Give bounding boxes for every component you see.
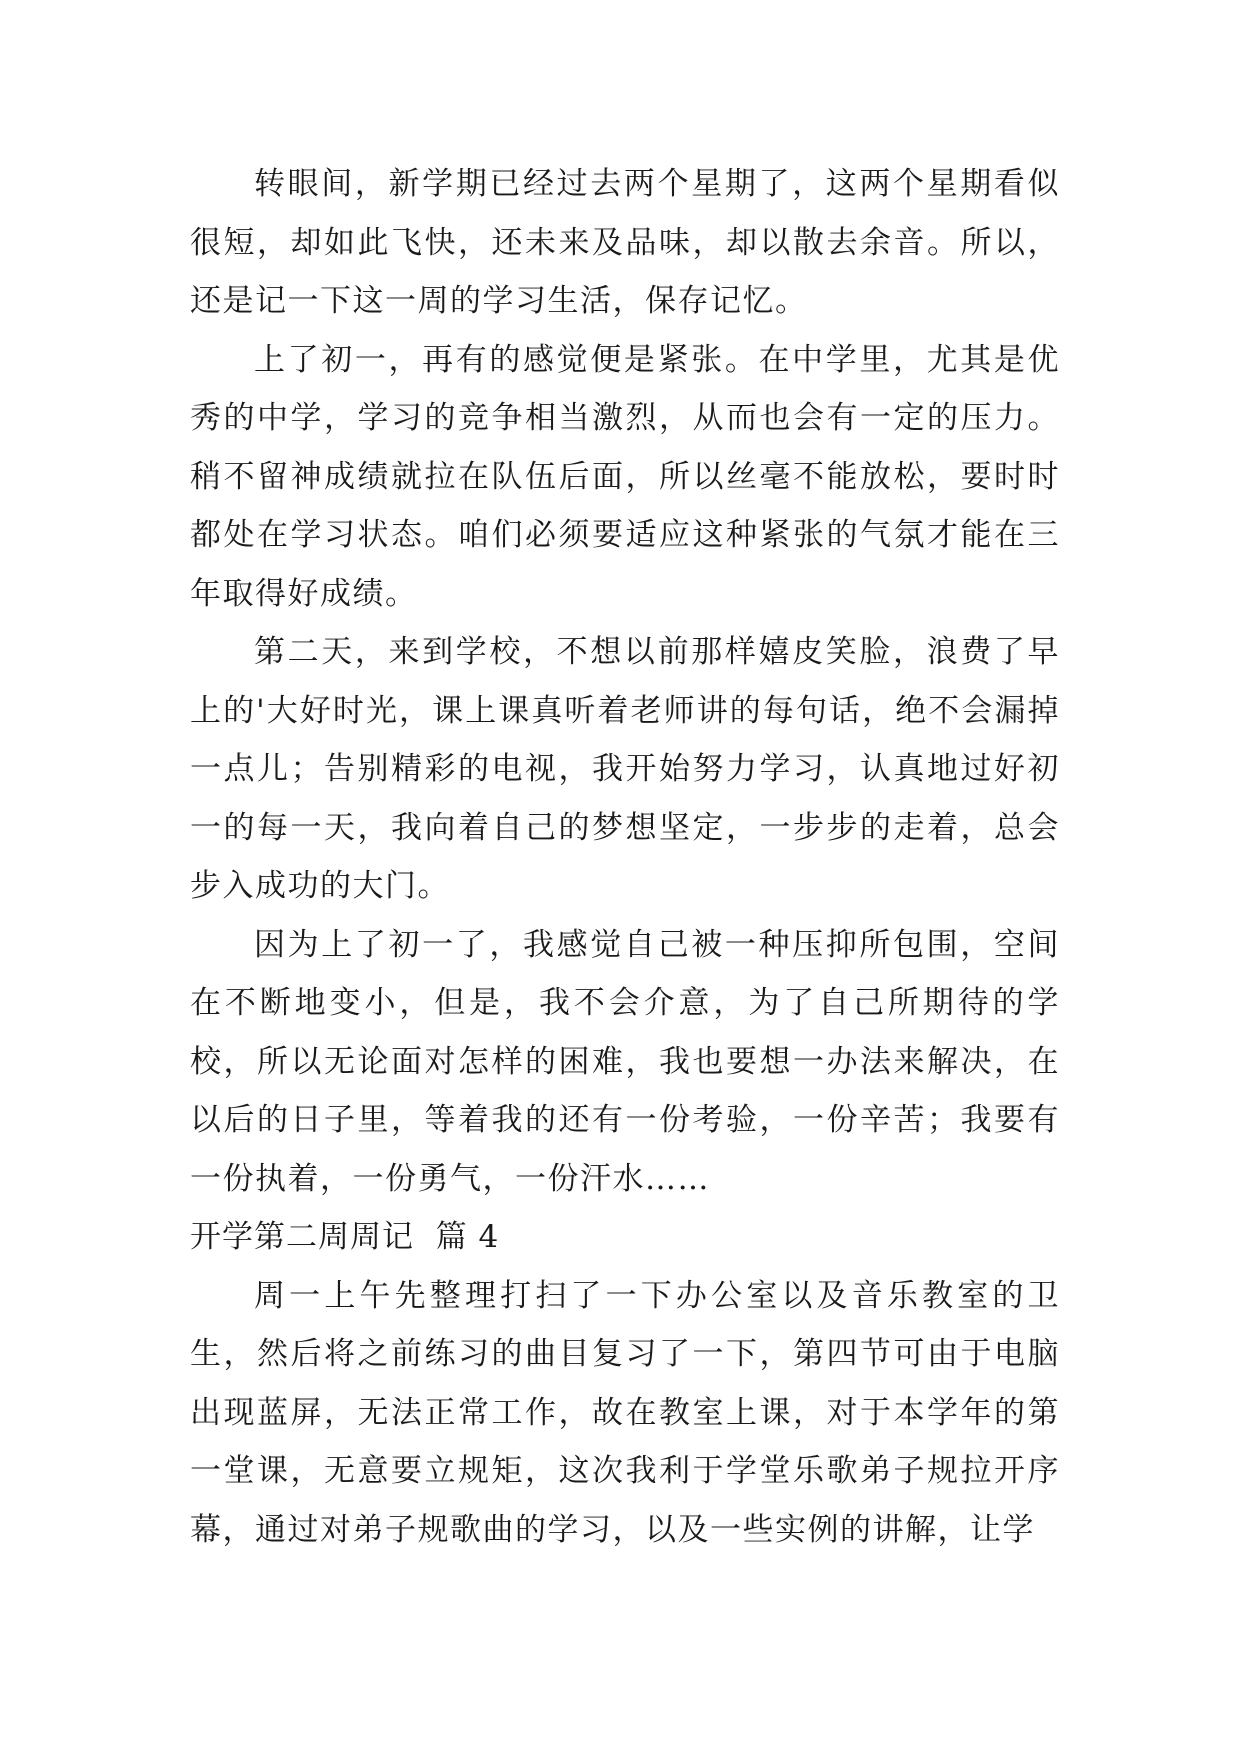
document-page	[190, 155, 1060, 1559]
paragraph: 上了初一，再有的感觉便是紧张。在中学里，尤其是优秀的中学，学习的竞争相当激烈，从而也会有一定的压力。稍不留神成绩就拉在队伍后面，所以丝毫不能放松，要时时都处在学习状态。咱们必须要适应这种紧张的气氛才能在三年取得好成绩。	[190, 341, 1060, 612]
paragraph: 周一上午先整理打扫了一下办公室以及音乐教室的卫生，然后将之前练习的曲目复习了一下，第四节可由于电脑出现蓝屏，无法正常工作，故在教室上课，对于本学年的第一堂课，无意要立规矩，这次我利于学堂乐歌弟子规拉开序幕，通过对弟子规歌曲的学习，以及一些实例的讲解，让学	[190, 1277, 1060, 1548]
paragraph: 转眼间，新学期已经过去两个星期了，这两个星期看似很短，却如此飞快，还未来及品味，却以散去余音。所以，还是记一下这一周的学习生活，保存记忆。	[190, 166, 1060, 319]
paragraph: 第二天，来到学校，不想以前那样嬉皮笑脸，浪费了早上的'大好时光，课上课真听着老师讲的每句话，绝不会漏掉一点儿；告别精彩的电视，我开始努力学习，认真地过好初一的每一天，我向着自己的梦想坚定，一步步的走着，总会步入成功的大门。	[190, 634, 1060, 904]
paragraph: 因为上了初一了，我感觉自己被一种压抑所包围，空间在不断地变小，但是，我不会介意，为了自己所期待的学校，所以无论面对怎样的困难，我也要想一办法来解决，在以后的日子里，等着我的还有一份考验，一份辛苦；我要有一份执着，一份勇气，一份汗水……	[190, 926, 1060, 1197]
section-heading: 开学第二周周记 篇 4	[190, 1219, 500, 1255]
